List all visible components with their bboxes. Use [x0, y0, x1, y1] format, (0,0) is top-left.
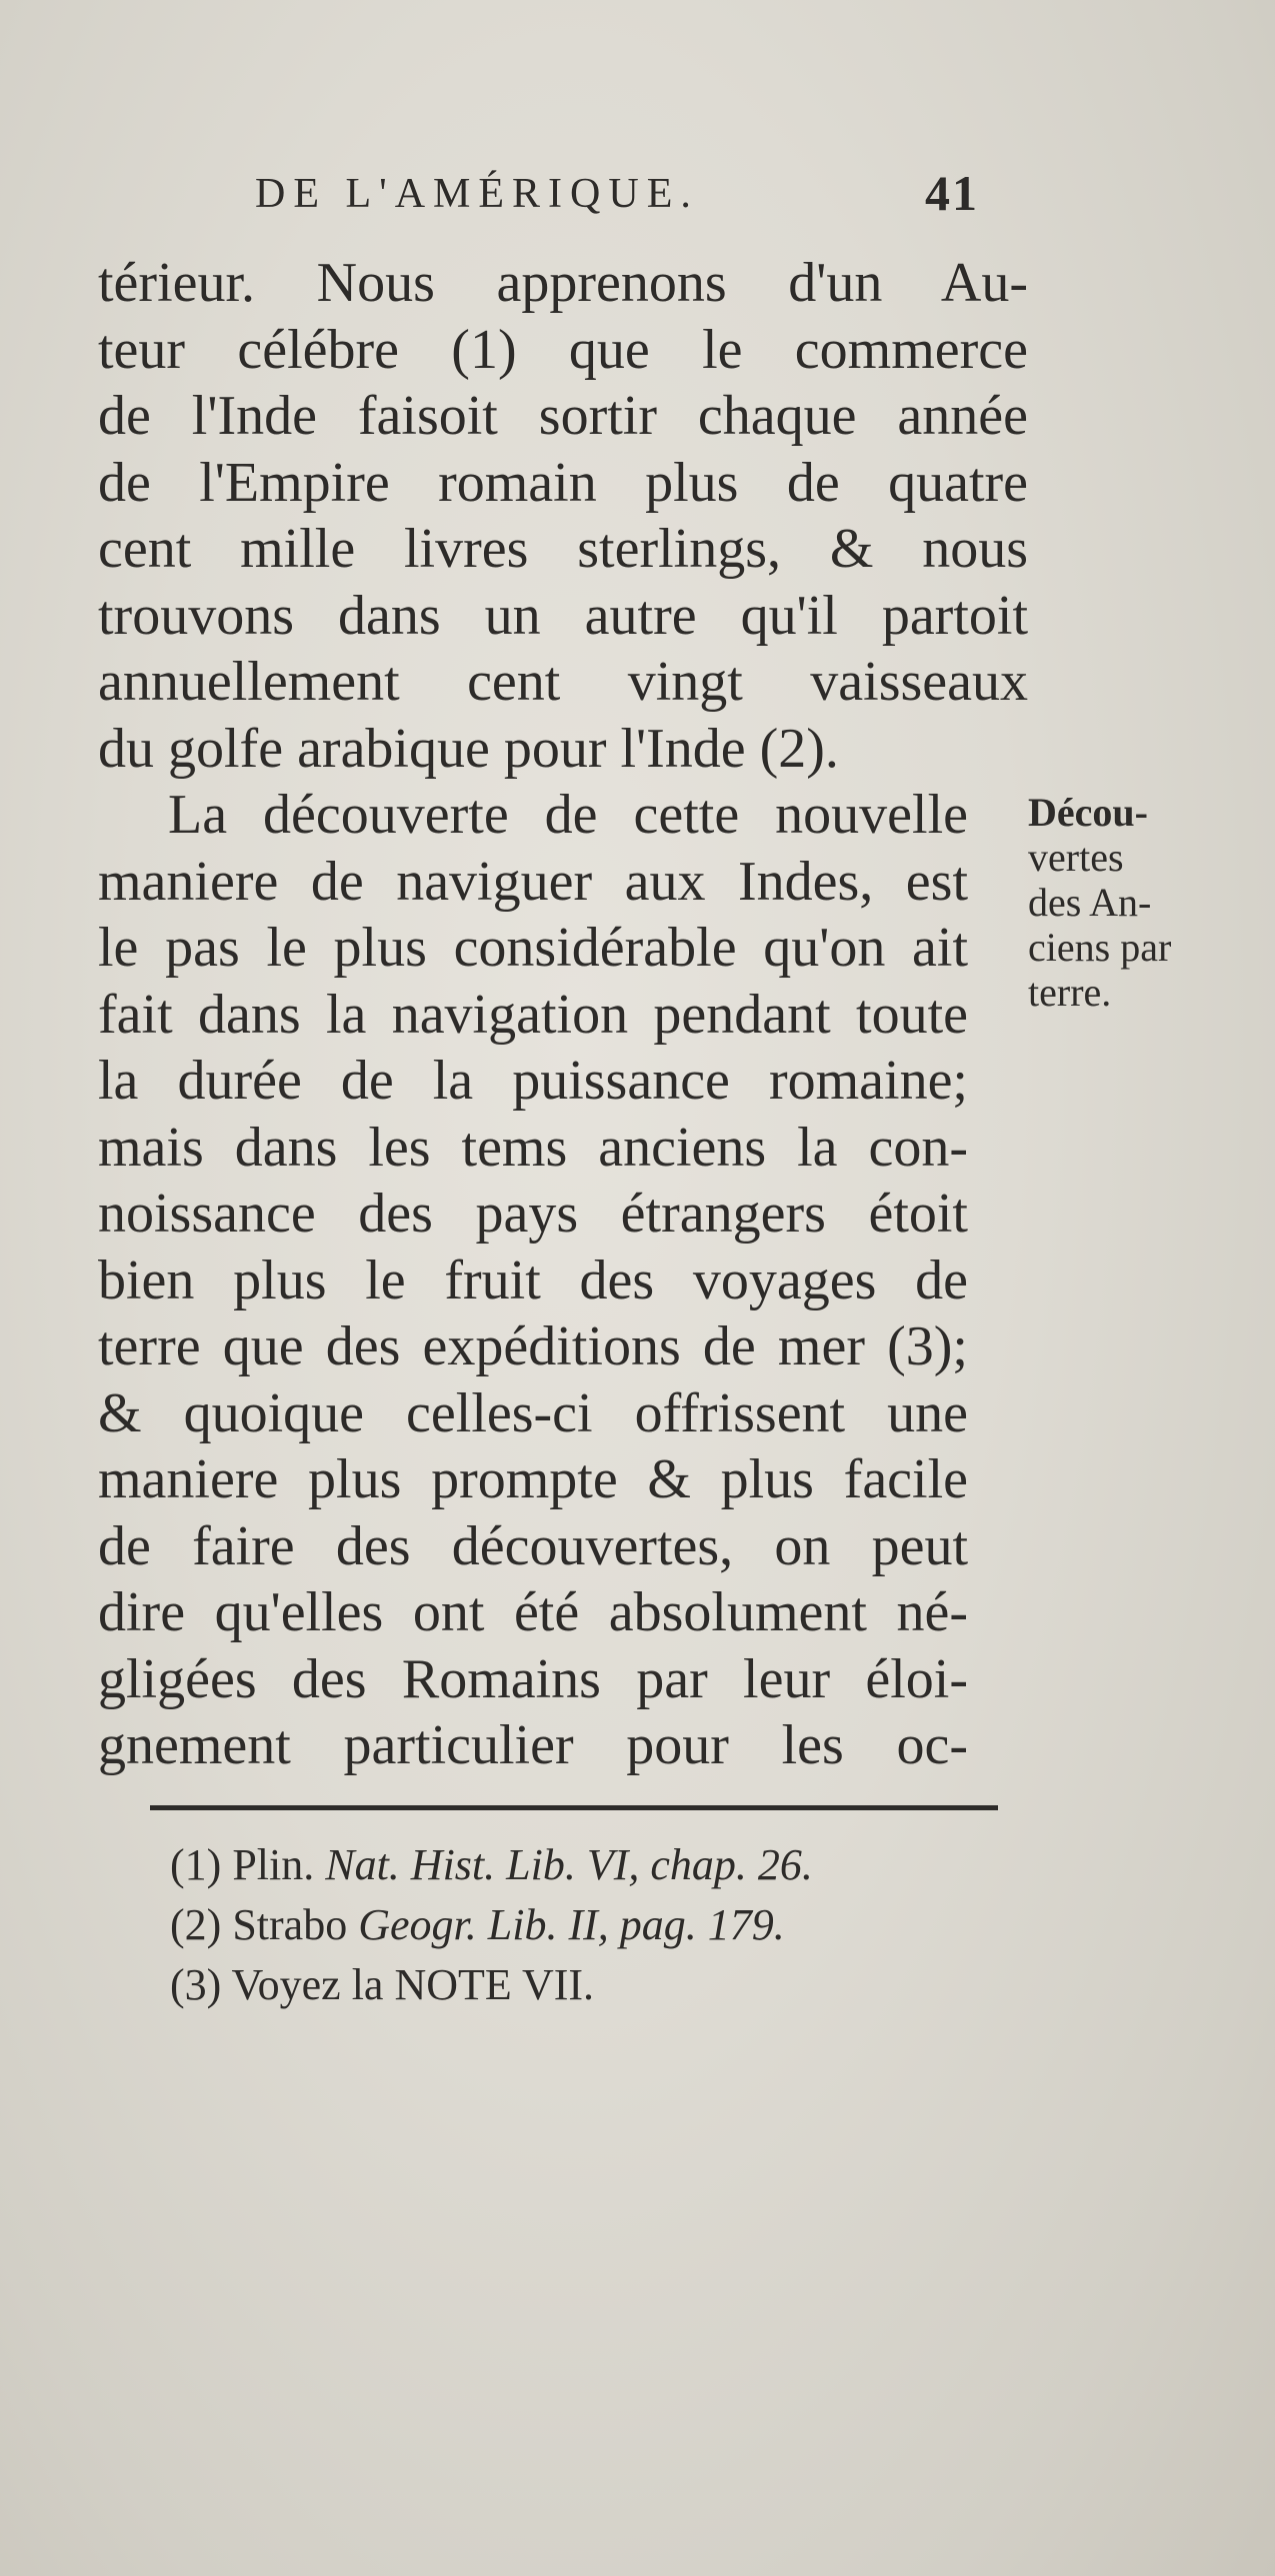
footnote-text: Voyez la NOTE VII. — [231, 1960, 595, 2009]
text-line: gnement particulier pour les oc- — [98, 1714, 968, 1776]
footnote-1 — [170, 1835, 1010, 1895]
running-title: DE L'AMÉRIQUE. — [255, 171, 699, 217]
text-line: maniere plus prompte & plus facile — [98, 1448, 968, 1510]
text-line: de faire des découvertes, on peut — [98, 1514, 968, 1577]
footnote-number: (2) — [170, 1900, 222, 1949]
text-line: & quoique celles-ci offrissent une — [98, 1381, 968, 1444]
footnote-work: Geogr. Lib. II, pag. 179. — [358, 1900, 785, 1949]
marginal-note — [1028, 790, 1253, 1015]
text-line: gligées des Romains par leur éloi- — [98, 1647, 968, 1710]
text-line: de l'Empire romain plus de quatre — [98, 451, 1028, 514]
text-line: bien plus le fruit des voyages de — [98, 1249, 968, 1311]
text-line: La découverte de cette nouvelle — [168, 784, 968, 846]
footnote-number: (1) — [170, 1840, 222, 1889]
marginal-note-line: Décou- — [1028, 790, 1148, 835]
footnote-author: Plin. — [232, 1840, 315, 1889]
page-header — [255, 165, 1015, 230]
text-line: maniere de naviguer aux Indes, est — [98, 850, 968, 913]
text-line: noissance des pays étrangers étoit — [98, 1183, 968, 1245]
page-number: 41 — [925, 165, 979, 221]
text-line: annuellement cent vingt vaisseaux — [98, 651, 1028, 713]
footnote-2 — [170, 1895, 1010, 1955]
footnote-rule — [150, 1805, 998, 1810]
marginal-note-line: des An- — [1028, 880, 1152, 925]
text-line: térieur. Nous apprenons d'un Au- — [98, 252, 1028, 314]
text-line: teur célébre (1) que le commerce — [98, 318, 1028, 381]
footnote-work: Nat. Hist. Lib. VI, chap. 26. — [325, 1840, 813, 1889]
text-line: cent mille livres sterlings, & nous — [98, 518, 1028, 580]
text-line: le pas le plus considérable qu'on ait — [98, 917, 968, 979]
footnote-author: Strabo — [232, 1900, 348, 1949]
text-line: dire qu'elles ont été absolument né- — [98, 1581, 968, 1643]
footnote-3 — [170, 1955, 1010, 2015]
text-line: trouvons dans un autre qu'il partoit — [98, 584, 1028, 647]
marginal-note-line: ciens par — [1028, 925, 1172, 970]
text-line: fait dans la navigation pendant toute — [98, 983, 968, 1046]
text-line: terre que des expéditions de mer (3); — [98, 1315, 968, 1377]
main-text — [98, 250, 1028, 1779]
text-line: de l'Inde faisoit sortir chaque année — [98, 385, 1028, 447]
text-line: du golfe arabique pour l'Inde (2). — [98, 717, 839, 780]
footnotes — [170, 1835, 1010, 2015]
marginal-note-line: vertes — [1028, 835, 1124, 880]
text-line: la durée de la puissance romaine; — [98, 1050, 968, 1112]
marginal-note-line: terre. — [1028, 970, 1112, 1015]
footnote-number: (3) — [170, 1960, 222, 2009]
text-line: mais dans les tems anciens la con- — [98, 1116, 968, 1179]
